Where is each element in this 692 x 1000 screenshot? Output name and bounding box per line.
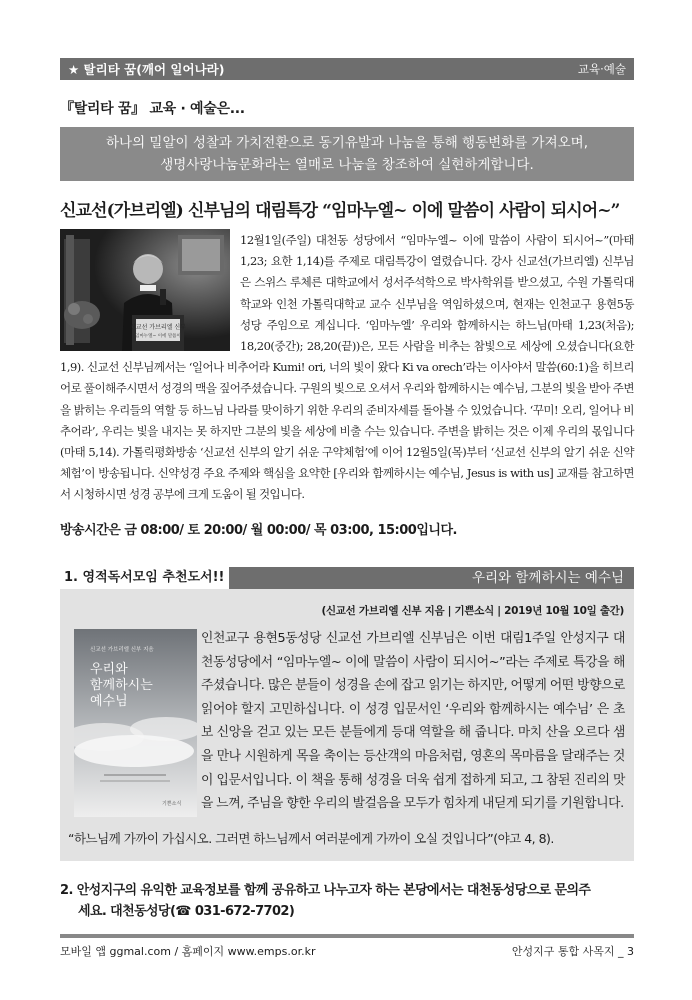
book-meta: (신교선 가브리엘 신부 지음 | 기쁜소식 | 2019년 10월 10일 출간) — [321, 605, 624, 617]
inquiry-line-1: 2. 안성지구의 유익한 교육정보를 함께 공유하고 나누고자 하는 본당에서는 대천동성당으로 문의주 — [60, 883, 591, 898]
footer-links: 모바일 앱 ggmal.com / 홈페이지 www.emps.or.kr — [60, 945, 316, 958]
book-section-label: 1. 영적독서모임 추천도서!! — [64, 570, 225, 585]
inquiry-line-2: 세요. 대천동성당(☎ 031-672-7702) — [78, 904, 295, 919]
motto-line-2: 생명사랑나눔문화라는 열매로 나눔을 창조하여 실현하게합니다. — [160, 157, 534, 173]
cover-title-line-1: 우리와 — [90, 662, 128, 677]
lecture-body — [60, 230, 634, 506]
book-review-body — [68, 627, 625, 825]
banner-text: 신교선 가브리엘 신부 — [130, 324, 186, 331]
cover-title-line-3: 예수님 — [90, 694, 128, 709]
book-title-bar: 우리와 함께하시는 예수님 — [229, 567, 634, 589]
motto-line-1: 하나의 밀알이 성찰과 가치전환으로 동기유발과 나눔을 통해 행동변화를 가져오며, — [105, 135, 588, 151]
cover-author: 신교선 가브리엘 신부 지음 — [90, 647, 154, 653]
motto-box — [60, 127, 634, 181]
header-category: 교육·예술 — [577, 62, 626, 76]
lecture-title: 신교선(가브리엘) 신부님의 대림특강 “임마누엘~ 이에 말씀이 사람이 되시어~” — [60, 201, 620, 221]
book-section-header — [60, 567, 634, 589]
lecture-paragraph: 12월1일(주일) 대천동 성당에서 “임마누엘~ 이에 말씀이 사람이 되시어~”(마태 1,23; 요한 1,14)를 주제로 대림특강이 열렸습니다. 강사 신교선(가브리엘) 신부님은 스위스 루체른 대학교에서 성서주석학으로 박사학위를 받으셨고, 수원 가톨릭대학교와 인천 가톨릭대학교 교수 신부님을 역임하셨으며, 현재는 인천교구 용현5동 성당 주임으로 계십니다. ‘임마누엘’ 우리와 함께하시는 하느님(마태 1,23(처음); 18,20(중간); 28,20(끝))은, 모든 사람을 비추는 참빛으로 세상에 오셨습니다(요한 1,9). 신교선 신부님께서는 ‘일어나 비추어라 Kumi! ori, 너의 빛이 왔다 Ki va orech’라는 이사야서 말씀(60:1)을 히브리어로 풀이해주시면서 성경의 맥을 짚어주셨습니다. 구원의 빛으로 오셔서 우리와 함께하시는 예수님, 그분의 빛을 받아 주변을 밝히는 우리들의 역할 등 하느님 나라를 맞이하기 위한 우리의 준비자세를 돌아볼 수 있었습니다. ‘꾸미! 오리, 일어나 비추어라’, 우리는 빛을 내지는 못 하지만 그분의 빛을 세상에 비출 수는 있습니다. 주변을 밝히는 것은 이제 우리의 몫입니다(마태 5,14). 가톨릭평화방송 ‘신교선 신부의 알기 쉬운 구약체험’에 이어 12월5일(목)부터 ‘신교선 신부의 알기 쉬운 신약체험’이 방송됩니다. 신약성경 주요 주제와 핵심을 요약한 [우리와 함께하시는 예수님, Jesus is with us] 교재를 참고하면서 시청하시면 성경 공부에 크게 도움이 될 것입니다. — [60, 233, 634, 502]
book-review-paragraph: 인천교구 용현5동성당 신교선 가브리엘 신부님은 이번 대림1주일 안성지구 대천동성당에서 “임마누엘~ 이에 말씀이 사람이 되시어~”라는 주제로 특강을 해 주셨습니다. 많은 분들이 성경을 손에 잡고 읽기는 하지만, 어떻게 어떤 방향으로 읽어야 할지 고민하십니다. 이 성경 입문서인 ‘우리와 함께하시는 예수님’ 은 초보 신앙을 걷고 있는 모든 분들에게 등대 역할을 해 줍니다. 마치 산을 오르다 샘을 만나 시원하게 목을 축이는 등산객의 마음처럼, 영혼의 목마름을 달래주는 것이 입문서입니다. 이 책을 통해 성경을 더욱 쉽게 접하게 되고, 그 참된 진리의 맛을 느껴, 주님을 향한 우리의 발걸음을 모두가 힘차게 내딛게 되기를 기원합니다. — [201, 631, 625, 812]
cover-title-line-2: 함께하시는 — [90, 678, 153, 693]
bible-quote: “하느님께 가까이 가십시오. 그러면 하느님께서 여러분에게 가까이 오실 것입니다”(야고 4, 8). — [68, 831, 554, 846]
banner-subtext: 임마누엘~ 이에 말씀이 — [135, 334, 181, 339]
page-footer — [60, 943, 634, 959]
footer-page-number: 안성지구 통합 사목지 _ 3 — [511, 945, 634, 958]
footer-divider — [60, 934, 634, 938]
cover-publisher: 기쁜소식 — [162, 801, 182, 807]
section-header-bar — [60, 58, 634, 80]
book-review-box — [60, 589, 634, 861]
header-title: ★ 탈리타 꿈(깨어 일어나라) — [68, 62, 225, 77]
intro-title: 『탈리타 꿈』 교육 · 예술은... — [60, 101, 245, 117]
inquiry-notice — [60, 880, 636, 922]
broadcast-times: 방송시간은 금 08:00/ 토 20:00/ 월 00:00/ 목 03:00, 15:00입니다. — [60, 523, 457, 538]
